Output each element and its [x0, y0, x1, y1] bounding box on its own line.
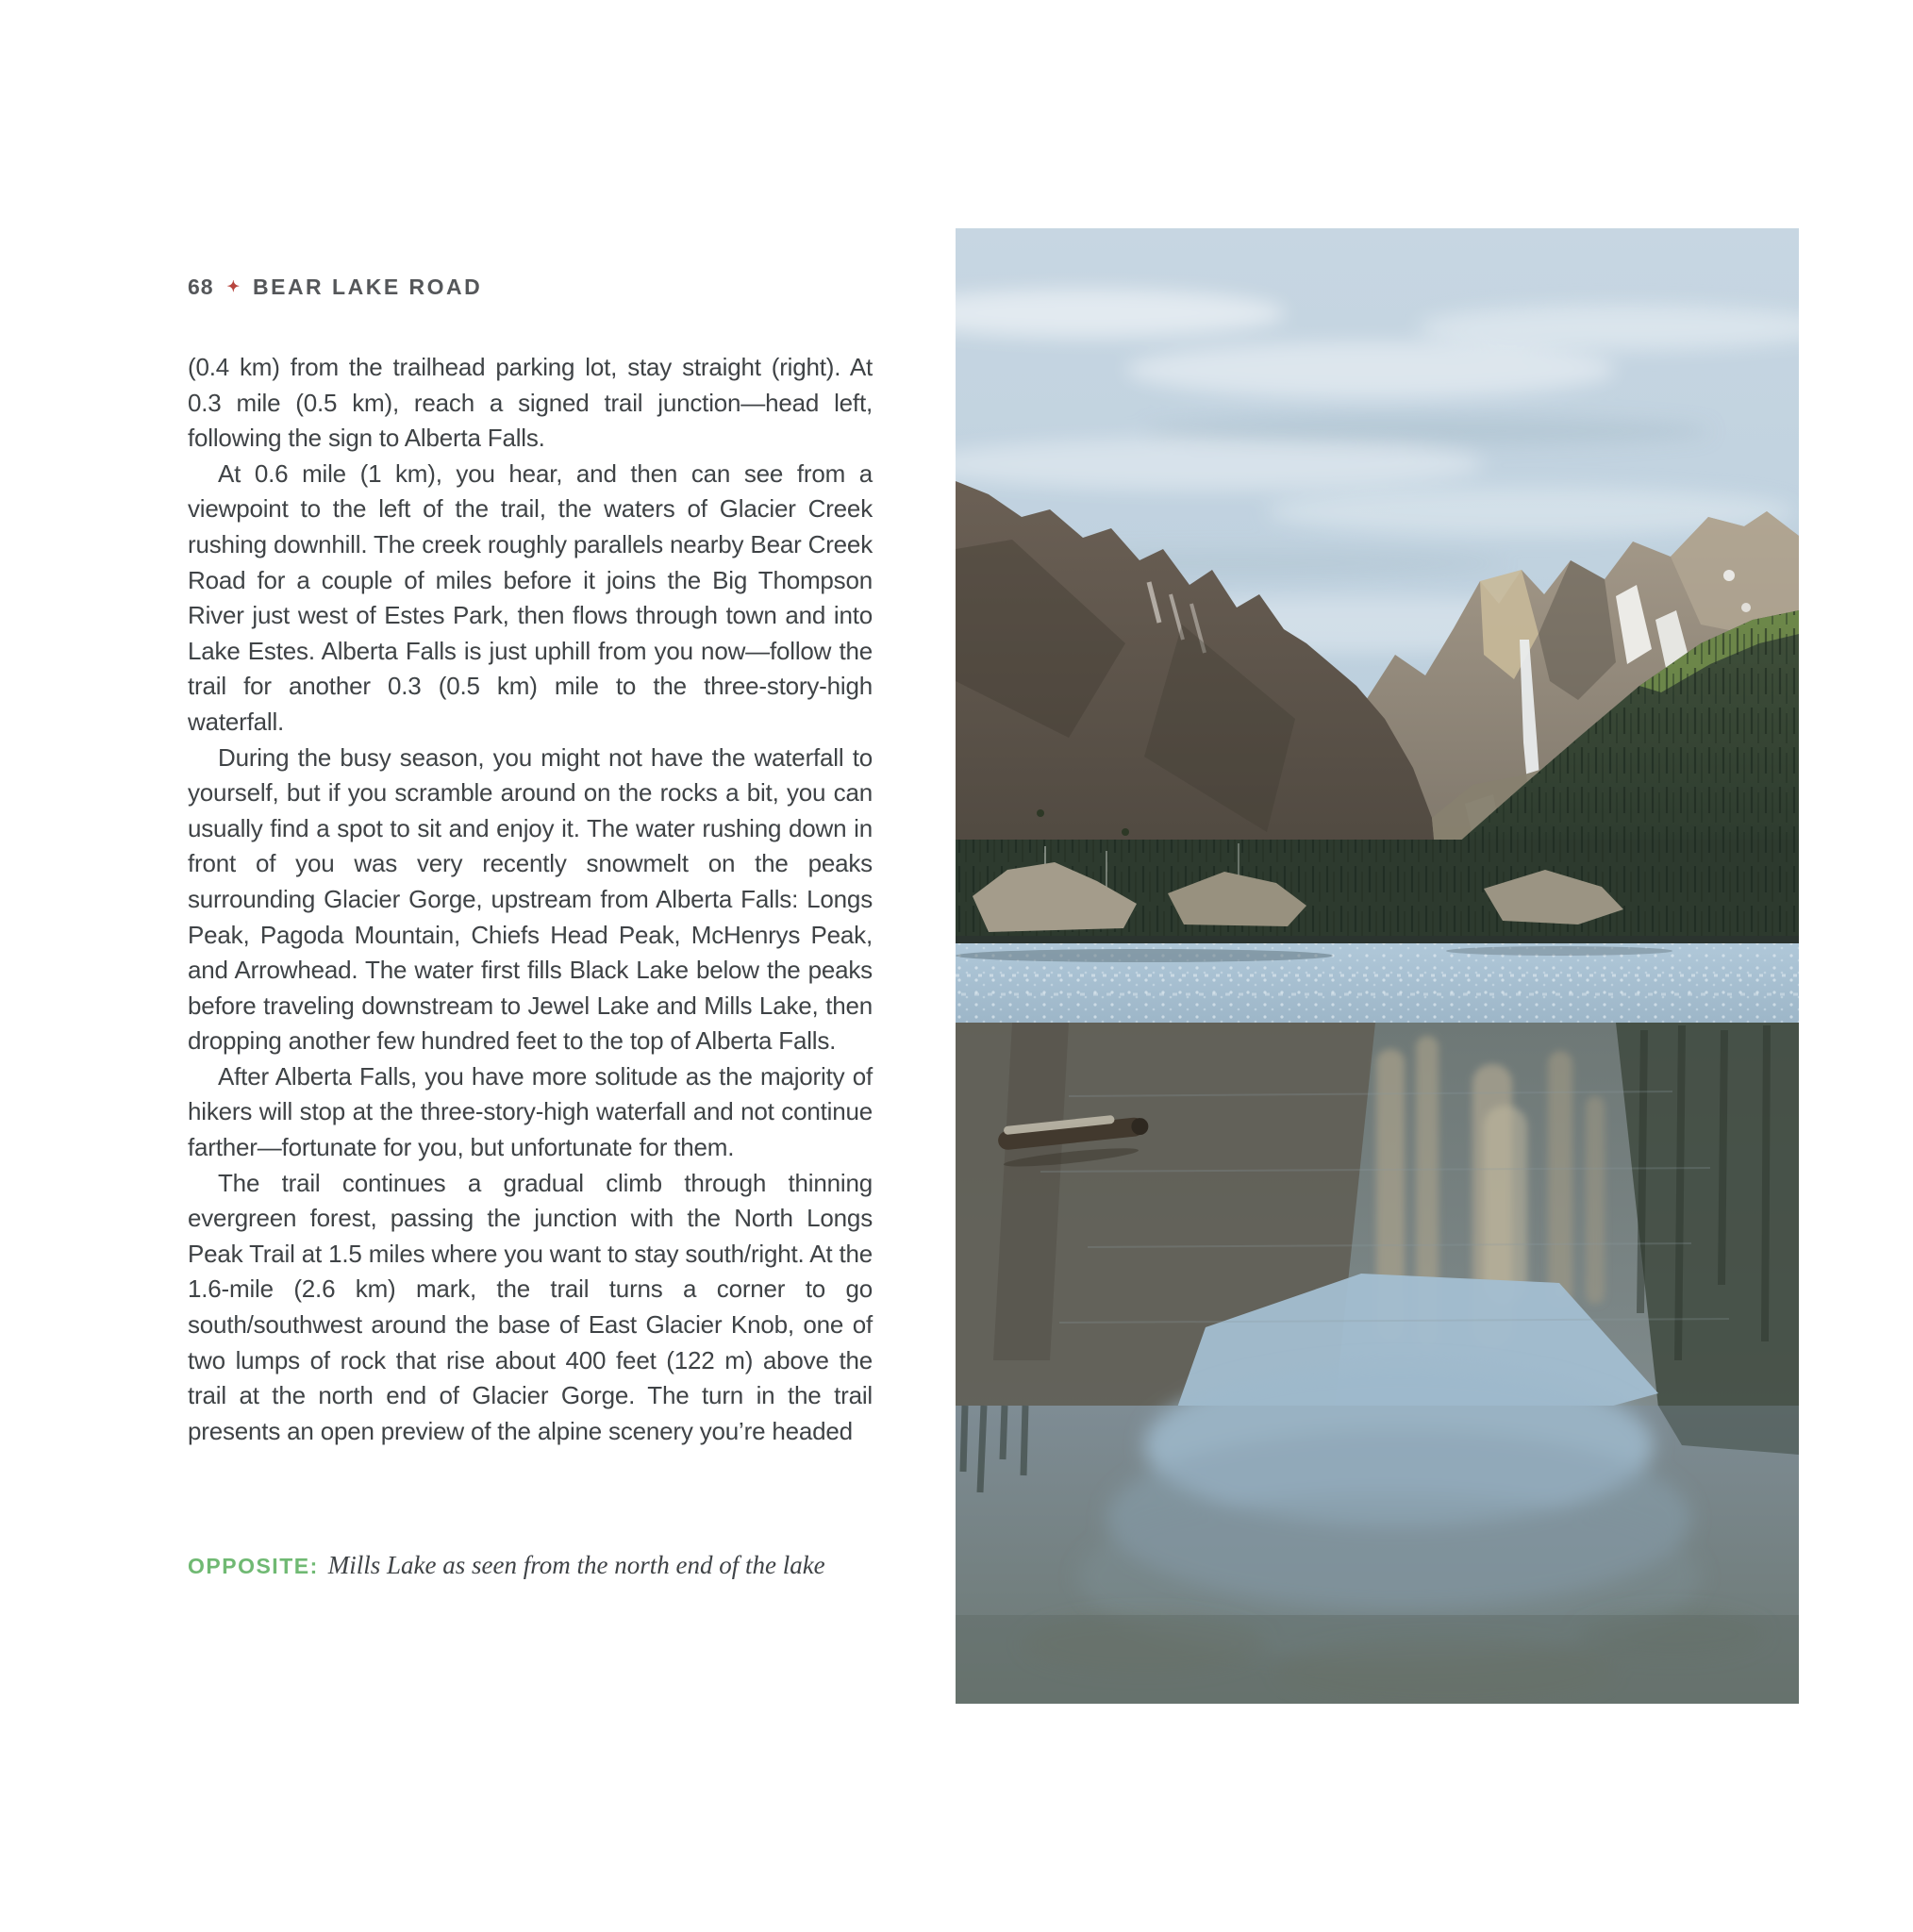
page-number: 68	[188, 275, 214, 299]
shore-forest-band	[956, 840, 1799, 945]
lake-reflections	[956, 1023, 1799, 1407]
running-head	[188, 275, 482, 300]
mills-lake-photo	[956, 228, 1799, 1704]
caption-label: OPPOSITE:	[188, 1554, 319, 1578]
paragraph: The trail continues a gradual climb through thinning evergreen forest, passing the junction with the North Longs Peak Trail at 1.5 miles where you want to stay south/right. At the 1.6-mile (2.6 km) mark, the trail turns a corner to go south/southwest around the base of East Glacier Knob, one of two lumps of rock that rise about 400 feet (122 m) above the trail at the north end of Glacier Gorge. The turn in the trail presents an open preview of the alpine scenery you’re headed	[188, 1168, 873, 1445]
paragraph: During the busy season, you might not have the waterfall to yourself, but if you scramble around on the rocks a bit, you can usually find a spot to sit and enjoy it. The water rushing down in front of you was very recently snowmelt on the peaks surrounding Glacier Gorge, upstream from Alberta Falls: Longs Peak, Pagoda Mountain, Chiefs Head Peak, McHenrys Peak, and Arrowhead. The water first fills Black Lake below the peaks before traveling downstream to Jewel Lake and Mills Lake, then dropping another few hundred feet to the top of Alberta Falls.	[188, 742, 873, 1056]
paragraph: (0.4 km) from the trailhead parking lot, stay straight (right). At 0.3 mile (0.5 km), reach a signed trail junction—head left, following the sign to Alberta Falls.	[188, 353, 873, 453]
lake-ripple-band	[956, 943, 1799, 1023]
foreground-water	[956, 1365, 1799, 1704]
paragraph: At 0.6 mile (1 km), you hear, and then can see from a viewpoint to the left of the trail, the waters of Glacier Creek rushing downhill. The creek roughly parallels nearby Bear Creek Road for a couple of miles before it joins the Big Thompson River just west of Estes Park, then flows through town and into Lake Estes. Alberta Falls is just uphill from you now—follow the trail for another 0.3 (0.5 km) mile to the three-story-high waterfall.	[188, 458, 873, 736]
body-text	[188, 350, 873, 1449]
paragraph: After Alberta Falls, you have more solitude as the majority of hikers will stop at the three-story-high waterfall and not continue farther—fortunate for you, but unfortunate for them.	[188, 1061, 873, 1162]
chapter-title: BEAR LAKE ROAD	[253, 275, 483, 299]
shoreline	[956, 936, 1799, 943]
diamond-separator-icon: ✦	[226, 278, 240, 295]
opposite-caption	[188, 1551, 886, 1580]
caption-text: Mills Lake as seen from the north end of the lake	[327, 1551, 825, 1579]
